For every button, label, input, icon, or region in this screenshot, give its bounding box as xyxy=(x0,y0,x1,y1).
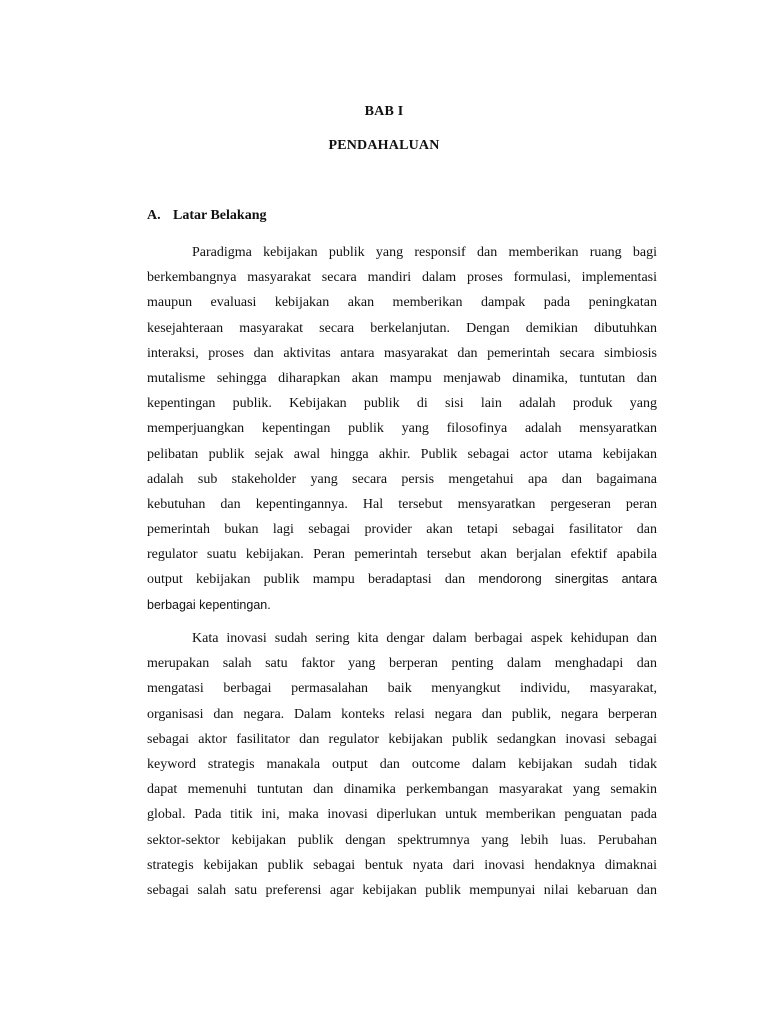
paragraph-line: regulator suatu kebijakan. Peran pemerintah tersebut akan berjalan efektif apabila xyxy=(147,547,657,563)
paragraph-line: kepentingan publik. Kebijakan publik di sisi lain adalah produk yang xyxy=(147,396,657,412)
paragraph-line: interaksi, proses dan aktivitas antara masyarakat dan pemerintah secara simbiosis xyxy=(147,345,657,361)
paragraph-line: sebagai aktor fasilitator dan regulator kebijakan publik sedangkan inovasi sebagai xyxy=(147,731,657,747)
paragraph-line: strategis kebijakan publik sebagai bentuk nyata dari inovasi hendaknya dimaknai xyxy=(147,857,657,873)
paragraph-line: keyword strategis manakala output dan outcome dalam kebijakan sudah tidak xyxy=(147,756,657,772)
paragraph-line-mixed xyxy=(147,567,657,592)
paragraph-line: mengatasi berbagai permasalahan baik menyangkut individu, masyarakat, xyxy=(147,681,657,697)
paragraph-line: maupun evaluasi kebijakan akan memberikan dampak pada peningkatan xyxy=(147,295,657,311)
paragraph-last-line: berbagai kepentingan. xyxy=(147,597,271,612)
paragraph-2 xyxy=(147,626,657,903)
paragraph-line: pelibatan publik sejak awal hingga akhir. Publik sebagai actor utama kebijakan xyxy=(147,446,657,462)
paragraph-line: kebutuhan dan kepentingannya. Hal tersebut mensyaratkan pergeseran peran xyxy=(147,496,657,512)
paragraph-line: Kata inovasi sudah sering kita dengar dalam berbagai aspek kehidupan dan xyxy=(192,631,657,646)
paragraph-line: organisasi dan negara. Dalam konteks relasi negara dan publik, negara berperan xyxy=(147,706,657,722)
paragraph-line: Paradigma kebijakan publik yang responsif dan memberikan ruang bagi xyxy=(192,245,657,260)
paragraph-line: sektor-sektor kebijakan publik dengan spektrumnya yang lebih luas. Perubahan xyxy=(147,832,657,848)
paragraph-1 xyxy=(147,240,657,618)
section-heading xyxy=(147,208,266,224)
paragraph-line: global. Pada titik ini, maka inovasi diperlukan untuk memberikan penguatan pada xyxy=(147,807,657,823)
paragraph-line: memperjuangkan kepentingan publik yang filosofinya adalah mensyaratkan xyxy=(147,421,657,437)
paragraph-line: mutalisme sehingga diharapkan akan mampu menjawab dinamika, tuntutan dan xyxy=(147,370,657,386)
paragraph-line: sebagai salah satu preferensi agar kebijakan publik mempunyai nilai kebaruan dan xyxy=(147,882,657,898)
paragraph-line: dapat memenuhi tuntutan dan dinamika perkembangan masyarakat yang semakin xyxy=(147,782,657,798)
paragraph-line: pemerintah bukan lagi sebagai provider akan tetapi sebagai fasilitator dan xyxy=(147,522,657,538)
chapter-number: BAB I xyxy=(364,104,404,119)
line-serif-part: output kebijakan publik mampu beradaptasi dan xyxy=(147,572,466,588)
paragraph-line: merupakan salah satu faktor yang berperan penting dalam menghadapi dan xyxy=(147,656,657,672)
section-letter: A. xyxy=(147,208,161,223)
chapter-title: PENDAHALUAN xyxy=(328,138,440,153)
paragraph-line: kesejahteraan masyarakat secara berkelanjutan. Dengan demikian dibutuhkan xyxy=(147,320,657,336)
section-title: Latar Belakang xyxy=(173,208,267,223)
paragraph-line: berkembangnya masyarakat secara mandiri dalam proses formulasi, implementasi xyxy=(147,270,657,286)
line-sans-part: mendorong sinergitas antara xyxy=(478,572,658,587)
paragraph-line: adalah sub stakeholder yang secara persis mengetahui apa dan bagaimana xyxy=(147,471,657,487)
